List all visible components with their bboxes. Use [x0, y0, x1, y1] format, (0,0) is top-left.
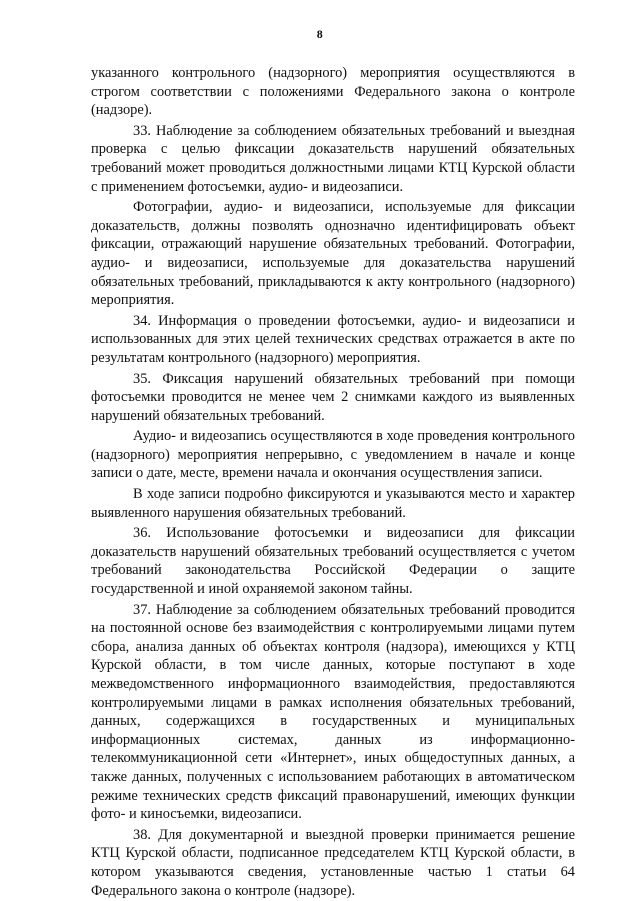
paragraph-38: 38. Для документарной и выездной проверки принимается решение КТЦ Курской области, подписанное председателем КТЦ Курской области, в котором указываются сведения, установленные частью 1 статьи 64 Федерального закона о контроле (надзоре). — [91, 826, 575, 899]
page-number: 8 — [316, 27, 324, 41]
paragraph-36: 36. Использование фотосъемки и видеозаписи для фиксации доказательств нарушений обязательных требований осуществляется с учетом требований законодательства Российской Федерации о защите государственной и иной охраняемой законом тайны. — [91, 525, 575, 598]
paragraph-continuation: указанного контрольного (надзорного) мероприятия осуществляются в строгом соответствии с положениями Федерального закона о контроле (надзоре). — [91, 65, 575, 119]
paragraph-35-details: В ходе записи подробно фиксируются и указываются место и характер выявленного нарушения обязательных требований. — [91, 486, 575, 521]
document-body — [91, 64, 575, 900]
paragraph-37: 37. Наблюдение за соблюдением обязательных требований проводится на постоянной основе без взаимодействия с контролируемыми лицами путем сбора, анализа данных об объектах контроля (надзора), имеющихся у КТЦ Курской области, в том числе данных, которые поступают в ходе межведомственного информационного взаимодействия, предоставляются контролируемыми лицами в рамках исполнения обязательных требований, данных, содержащихся в государственных и муниципальных информационных системах, данных из информационно-телекоммуникационной сети «Интернет», иных общедоступных данных, а также данных, полученных с использованием работающих в автоматическом режиме технических средств фиксаций правонарушений, имеющих функции фото- и киносъемки, видеозаписи. — [91, 601, 575, 823]
paragraph-34: 34. Информация о проведении фотосъемки, аудио- и видеозаписи и использованных для этих целей технических средствах отражается в акте по результатам контрольного (надзорного) мероприятия. — [91, 312, 575, 366]
paragraph-35: 35. Фиксация нарушений обязательных требований при помощи фотосъемки проводится не менее чем 2 снимками каждого из выявленных нарушений обязательных требований. — [91, 370, 575, 424]
paragraph-35-recording: Аудио- и видеозапись осуществляются в ходе проведения контрольного (надзорного) мероприятия непрерывно, с уведомлением в начале и конце записи о дате, месте, времени начала и окончания осуществления записи. — [91, 428, 575, 482]
paragraph-33-photos: Фотографии, аудио- и видеозаписи, используемые для фиксации доказательств, должны позволять однозначно идентифицировать объект фиксации, отражающий нарушение обязательных требований. Фотографии, аудио- и видеозаписи, используемые для доказательства нарушений обязательных требований, прикладываются к акту контрольного (надзорного) мероприятия. — [91, 199, 575, 309]
paragraph-33: 33. Наблюдение за соблюдением обязательных требований и выездная проверка с целью фиксации доказательств нарушений обязательных требований может проводиться должностными лицами КТЦ Курской области с применением фотосъемки, аудио- и видеозаписи. — [91, 122, 575, 195]
